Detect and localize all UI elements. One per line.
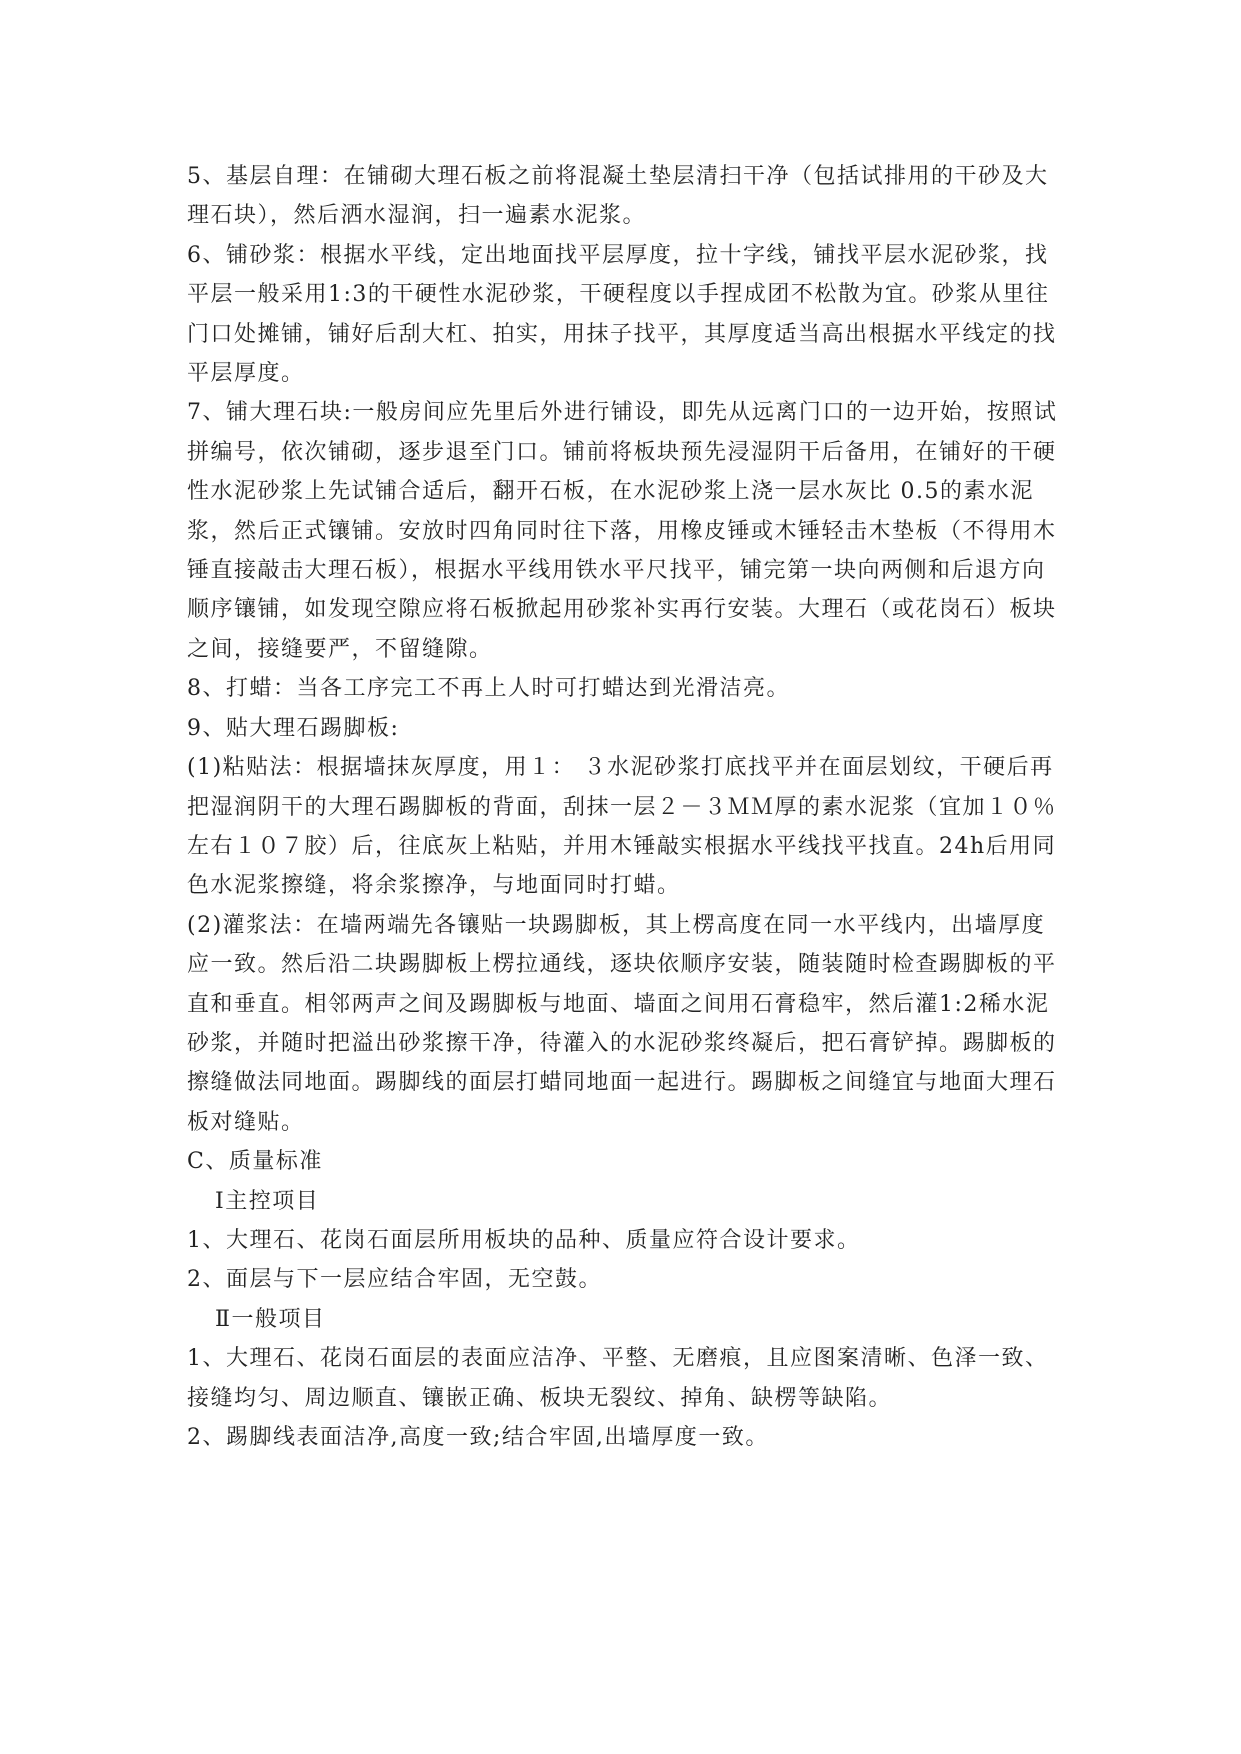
document-body — [187, 157, 1067, 1457]
paragraph-main-item-1: 1、大理石、花岗石面层所用板块的品种、质量应符合设计要求。 — [187, 1227, 861, 1253]
paragraph-general-item-2: 2、踢脚线表面洁净,高度一致;结合牢固,出墙厚度一致。 — [187, 1425, 769, 1450]
paragraph-general-item-1: 1、大理石、花岗石面层的表面应洁净、平整、无磨痕，且应图案清晰、色泽一致、接缝均匀、周边顺直、镶嵌正确、板块无裂纹、掉角、缺楞等缺陷。 — [187, 1346, 1049, 1411]
paragraph-grouting-method: (2)灌浆法：在墙两端先各镶贴一块踢脚板，其上楞高度在同一水平线内，出墙厚度应一致。然后沿二块踢脚板上楞拉通线，逐块依顺序安装，随装随时检查踢脚板的平直和垂直。相邻两声之间及踢脚板与地面、墙面之间用石膏稳牢，然后灌1:2稀水泥砂浆，并随时把溢出砂浆擦干净，待灌入的水泥砂浆终凝后，把石膏铲掉。踢脚板的擦缝做法同地面。踢脚线的面层打蜡同地面一起进行。踢脚板之间缝宜与地面大理石板对缝贴。 — [187, 912, 1057, 1135]
section-heading-quality-standard: C、质量标准 — [187, 1149, 323, 1175]
paragraph-waxing: 8、打蜡：当各工序完工不再上人时可打蜡达到光滑洁亮。 — [187, 676, 790, 702]
paragraph-mortar-laying: 6、铺砂浆：根据水平线，定出地面找平层厚度，拉十字线，铺找平层水泥砂浆，找平层一般采用1:3的干硬性水泥砂浆，干硬程度以手捏成团不松散为宜。砂浆从里往门口处摊铺，铺好后刮大杠、拍实，用抹子找平，其厚度适当高出根据水平线定的找平层厚度。 — [187, 242, 1057, 387]
paragraph-paste-method: (1)粘贴法：根据墙抹灰厚度，用１： ３水泥砂浆打底找平并在面层划纹，干硬后再把湿润阴干的大理石踢脚板的背面，刮抹一层２－３ＭＭ厚的素水泥浆（宜加１０％左右１０７胶）后，往底灰上粘贴，并用木锤敲实根据水平线找平找直。24h后用同色水泥浆擦缝，将余浆擦净，与地面同时打蜡。 — [187, 755, 1057, 899]
paragraph-skirting-heading: 9、贴大理石踢脚板: — [187, 715, 400, 741]
subheading-main-control-items: Ⅰ主控项目 — [215, 1188, 320, 1214]
paragraph-base-treatment: 5、基层自理：在铺砌大理石板之前将混凝土垫层清扫干净（包括试排用的干砂及大理石块），然后洒水湿润，扫一遍素水泥浆。 — [187, 164, 1049, 229]
subheading-general-items: Ⅱ一般项目 — [215, 1306, 326, 1332]
paragraph-main-item-2: 2、面层与下一层应结合牢固，无空鼓。 — [187, 1267, 602, 1293]
paragraph-marble-laying: 7、铺大理石块:一般房间应先里后外进行铺设，即先从远离门口的一边开始，按照试拼编号，依次铺砌，逐步退至门口。铺前将板块预先浸湿阴干后备用，在铺好的干硬性水泥砂浆上先试铺合适后，翻开石板，在水泥砂浆上浇一层水灰比 0.5的素水泥浆，然后正式镶铺。安放时四角同时往下落，用橡皮锤或木锤轻击木垫板（不得用木锤直接敲击大理石板），根据水平线用铁水平尺找平，铺完第一块向两侧和后退方向顺序镶铺，如发现空隙应将石板掀起用砂浆补实再行安装。大理石（或花岗石）板块之间，接缝要严，不留缝隙。 — [187, 400, 1058, 662]
